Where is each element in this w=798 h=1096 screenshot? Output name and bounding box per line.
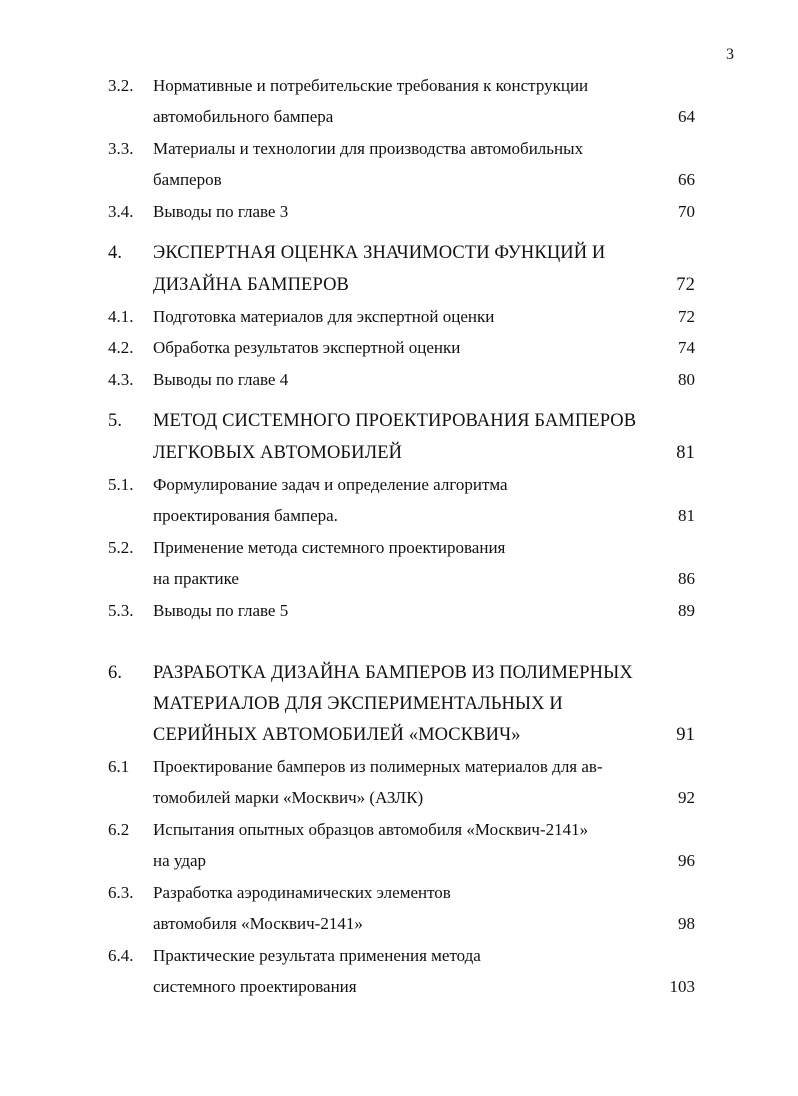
toc-entry-page: 96 xyxy=(678,851,695,870)
toc-entry-title-cont: автомобиля «Москвич-2141» xyxy=(153,914,363,933)
toc-entry-title-cont: автомобильного бампера xyxy=(153,107,334,126)
toc-entry-4-3 xyxy=(0,367,798,393)
toc-chapter-number: 4. xyxy=(108,243,123,263)
toc-entry-title: Подготовка материалов для экспертной оценки xyxy=(153,307,495,326)
toc-entry-title-cont: томобилей марки «Москвич» (АЗЛК) xyxy=(153,788,424,807)
toc-entry-6-3 xyxy=(0,880,798,906)
toc-entry-page: 81 xyxy=(676,443,695,463)
toc-entry-title: Нормативные и потребительские требования к конструкции xyxy=(153,76,589,95)
toc-entry-title: Проектирование бамперов из полимерных материалов для ав- xyxy=(153,757,603,776)
toc-entry-5-1 xyxy=(0,472,798,498)
toc-entry-title-cont: проектирования бампера. xyxy=(153,506,338,525)
toc-chapter-title-cont: МАТЕРИАЛОВ ДЛЯ ЭКСПЕРИМЕНТАЛЬНЫХ И xyxy=(153,694,563,714)
toc-chapter-4-cont xyxy=(0,272,798,298)
toc-entry-page: 92 xyxy=(678,788,695,807)
toc-entry-6-2-cont xyxy=(0,848,798,874)
toc-entry-title: Материалы и технологии для производства автомобильных xyxy=(153,139,584,158)
toc-chapter-6-cont-2 xyxy=(0,722,798,748)
toc-chapter-5-cont xyxy=(0,440,798,466)
toc-entry-6-1 xyxy=(0,754,798,780)
toc-entry-page: 66 xyxy=(678,170,695,189)
toc-entry-number: 5.3. xyxy=(108,601,134,620)
toc-entry-page: 64 xyxy=(678,107,695,126)
toc-entry-page: 103 xyxy=(669,977,695,996)
toc-chapter-title-cont: ДИЗАЙНА БАМПЕРОВ xyxy=(153,275,349,295)
toc-chapter-title-cont: ЛЕГКОВЫХ АВТОМОБИЛЕЙ xyxy=(153,443,403,463)
toc-entry-title: Выводы по главе 5 xyxy=(153,601,289,620)
toc-entry-page: 72 xyxy=(676,275,695,295)
toc-entry-title: Применение метода системного проектирования xyxy=(153,538,506,557)
toc-entry-number: 4.1. xyxy=(108,307,134,326)
toc-entry-page: 72 xyxy=(678,307,695,326)
toc-entry-6-4-cont xyxy=(0,974,798,1000)
toc-entry-6-2 xyxy=(0,817,798,843)
toc-entry-number: 3.2. xyxy=(108,76,134,95)
toc-chapter-title-cont: СЕРИЙНЫХ АВТОМОБИЛЕЙ «МОСКВИЧ» xyxy=(153,725,521,745)
toc-entry-6-1-cont xyxy=(0,785,798,811)
toc-entry-title-cont: на практике xyxy=(153,569,239,588)
toc-entry-title: Выводы по главе 3 xyxy=(153,202,289,221)
toc-entry-3-2 xyxy=(0,73,798,99)
toc-entry-3-2-cont xyxy=(0,104,798,130)
toc-entry-5-2 xyxy=(0,535,798,561)
toc-entry-title: Практические результата применения метода xyxy=(153,946,481,965)
toc-entry-number: 6.2 xyxy=(108,820,130,839)
toc-entry-number: 6.3. xyxy=(108,883,134,902)
toc-entry-4-2 xyxy=(0,335,798,361)
toc-entry-title: Разработка аэродинамических элементов xyxy=(153,883,451,902)
toc-entry-4-1 xyxy=(0,304,798,330)
toc-chapter-6 xyxy=(0,660,798,686)
toc-entry-5-2-cont xyxy=(0,566,798,592)
toc-entry-page: 98 xyxy=(678,914,695,933)
toc-chapter-title: ЭКСПЕРТНАЯ ОЦЕНКА ЗНАЧИМОСТИ ФУНКЦИЙ И xyxy=(153,243,606,263)
toc-entry-6-4 xyxy=(0,943,798,969)
toc-entry-page: 91 xyxy=(676,725,695,745)
toc-entry-6-3-cont xyxy=(0,911,798,937)
toc-entry-title: Испытания опытных образцов автомобиля «Москвич-2141» xyxy=(153,820,589,839)
toc-entry-page: 86 xyxy=(678,569,695,588)
toc-entry-title: Обработка результатов экспертной оценки xyxy=(153,338,461,357)
toc-chapter-5 xyxy=(0,408,798,434)
toc-entry-title-cont: на удар xyxy=(153,851,207,870)
toc-entry-3-3 xyxy=(0,136,798,162)
toc-chapter-title: РАЗРАБОТКА ДИЗАЙНА БАМПЕРОВ ИЗ ПОЛИМЕРНЫХ xyxy=(153,663,633,683)
toc-entry-title: Выводы по главе 4 xyxy=(153,370,289,389)
toc-entry-title-cont: бамперов xyxy=(153,170,222,189)
toc-entry-number: 3.3. xyxy=(108,139,134,158)
toc-entry-title: Формулирование задач и определение алгоритма xyxy=(153,475,508,494)
toc-entry-page: 80 xyxy=(678,370,695,389)
toc-chapter-6-cont-1 xyxy=(0,691,798,717)
toc-entry-number: 3.4. xyxy=(108,202,134,221)
toc-entry-page: 89 xyxy=(678,601,695,620)
toc-entry-3-3-cont xyxy=(0,167,798,193)
toc-entry-title-cont: системного проектирования xyxy=(153,977,357,996)
page-number: 3 xyxy=(726,46,734,63)
toc-entry-number: 5.1. xyxy=(108,475,134,494)
toc-entry-5-3 xyxy=(0,598,798,624)
toc-entry-page: 81 xyxy=(678,506,695,525)
toc-chapter-4 xyxy=(0,240,798,266)
toc-entry-number: 4.2. xyxy=(108,338,134,357)
toc-entry-number: 4.3. xyxy=(108,370,134,389)
toc-chapter-title: МЕТОД СИСТЕМНОГО ПРОЕКТИРОВАНИЯ БАМПЕРОВ xyxy=(153,411,637,431)
toc-entry-number: 6.4. xyxy=(108,946,134,965)
toc-entry-page: 74 xyxy=(678,338,695,357)
toc-chapter-number: 6. xyxy=(108,663,123,683)
toc-entry-3-4 xyxy=(0,199,798,225)
toc-entry-number: 5.2. xyxy=(108,538,134,557)
toc-entry-5-1-cont xyxy=(0,503,798,529)
toc-entry-number: 6.1 xyxy=(108,757,130,776)
toc-chapter-number: 5. xyxy=(108,411,123,431)
toc-entry-page: 70 xyxy=(678,202,695,221)
